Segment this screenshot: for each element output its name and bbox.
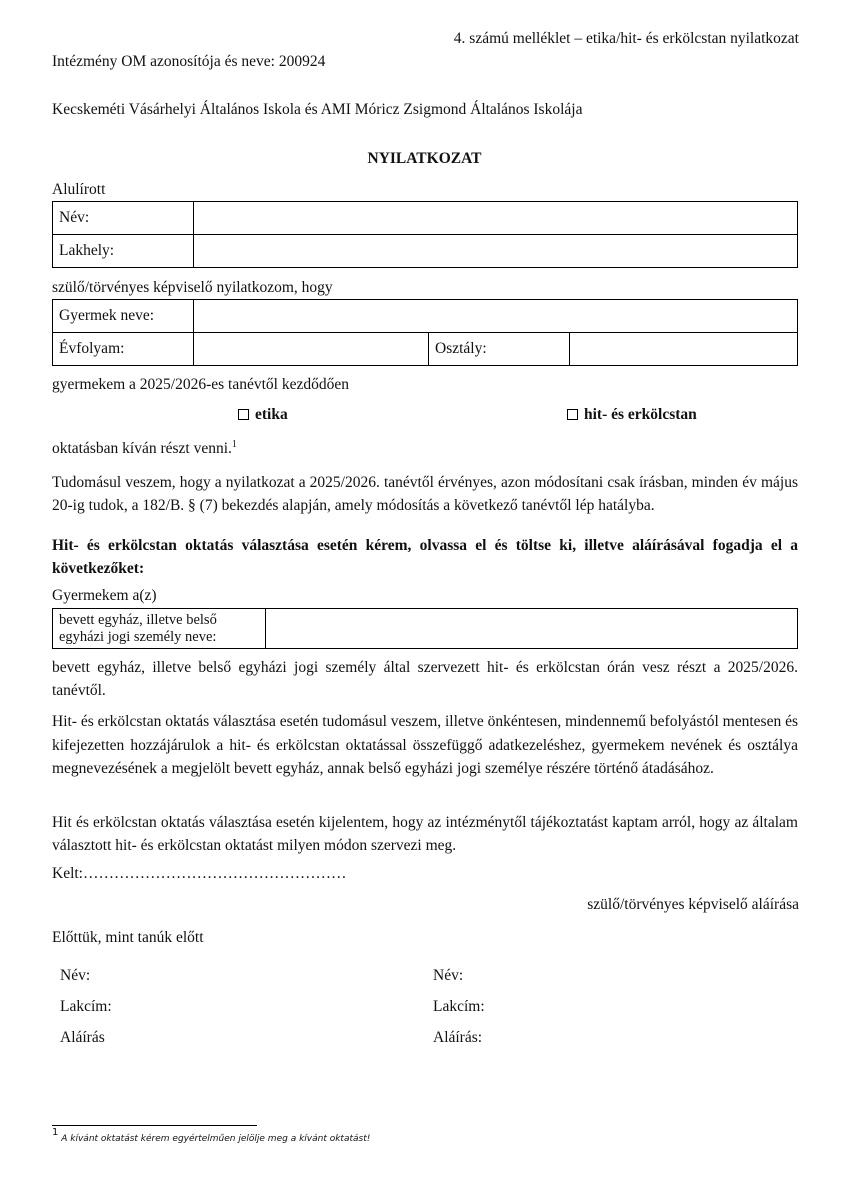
witness2-name-label: Név: (433, 967, 464, 984)
parent-name-field[interactable] (194, 202, 798, 235)
participate-line (52, 440, 237, 459)
child-name-label: Gyermek neve: (53, 300, 194, 333)
parent-address-label: Lakhely: (53, 235, 194, 268)
footnote-text: A kívánt oktatást kérem egyértelműen jelölje meg a kívánt oktatást! (61, 1134, 371, 1144)
church-table (52, 608, 798, 649)
church-paragraph: bevett egyház, illetve belső egyházi jogi személy által szervezett hit- és erkölcstan órán vesz részt a 2025/2026. tanévtől. (52, 659, 798, 699)
footnote-divider (52, 1125, 257, 1126)
institution-id: Intézmény OM azonosítója és neve: 200924 (52, 53, 326, 70)
declare-text: szülő/törvényes képviselő nyilatkozom, hogy (52, 279, 333, 296)
child-table (52, 299, 798, 366)
participate-text: oktatásban kíván részt venni. (52, 440, 232, 457)
ethics-label: etika (255, 406, 288, 423)
witness1-name-label: Név: (60, 967, 91, 984)
parent-name-label: Név: (53, 202, 194, 235)
document-title: NYILATKOZAT (367, 150, 482, 167)
grade-label: Évfolyam: (53, 333, 194, 366)
parent-table (52, 201, 798, 268)
religion-checkbox[interactable] (567, 409, 578, 420)
grade-field[interactable] (194, 333, 429, 366)
witnesses-heading: Előttük, mint tanúk előtt (52, 929, 204, 946)
witness2-signature-label: Aláírás: (433, 1029, 483, 1046)
church-label-line2: egyházi jogi személy neve: (59, 628, 217, 645)
church-label (53, 609, 266, 649)
institution-name: Kecskeméti Vásárhelyi Általános Iskola és AMI Móricz Zsigmond Általános Iskolája (52, 101, 583, 118)
class-field[interactable] (570, 333, 798, 366)
consent-paragraph: Hit- és erkölcstan oktatás választása esetén tudomásul veszem, illetve önkéntesen, mindennemű befolyástól mentesen és kifejezetten hozzájárulok a hit- és erkölcstan oktatással összefüggő adatkezeléshez, gyermekem nevének és osztálya megnevezésének a megjelölt bevett egyház, annak belső egyházi jogi személye részére történő átadásához. (52, 713, 798, 777)
witness2-address-label: Lakcím: (433, 998, 485, 1015)
option-religion[interactable] (567, 406, 697, 425)
acknowledge-paragraph: Tudomásul veszem, hogy a nyilatkozat a 2025/2026. tanévtől érvényes, azon módosítani csak írásban, minden év május 20-ig tudok, a 182/B. § (7) bekezdés alapján, amely módosítás a következő tanévtől lép hatályba. (52, 474, 798, 514)
undersigned-label: Alulírott (52, 181, 106, 198)
church-field[interactable] (266, 609, 798, 649)
class-label: Osztály: (429, 333, 570, 366)
attachment-label: 4. számú melléklet – etika/hit- és erkölcstan nyilatkozat (453, 30, 799, 47)
from-year-text: gyermekem a 2025/2026-es tanévtől kezdődően (52, 376, 349, 393)
my-child-label: Gyermekem a(z) (52, 587, 157, 604)
informed-paragraph: Hit és erkölcstan oktatás választása esetén kijelentem, hogy az intézménytől tájékoztatást kaptam arról, hogy az általam választott hit- és erkölcstan oktatást milyen módon szervezi meg. (52, 814, 798, 854)
ethics-checkbox[interactable] (238, 409, 249, 420)
child-name-field[interactable] (194, 300, 798, 333)
footnote-number: 1 (52, 1127, 59, 1138)
date-line[interactable]: Kelt:…………………………………………… (52, 865, 347, 882)
option-ethics[interactable] (238, 406, 288, 425)
witness1-address-label: Lakcím: (60, 998, 112, 1015)
footnote (52, 1127, 371, 1144)
religion-label: hit- és erkölcstan (584, 406, 697, 423)
witness1-signature-label: Aláírás (60, 1029, 105, 1046)
church-label-line1: bevett egyház, illetve belső (59, 611, 217, 628)
footnote-ref: 1 (231, 439, 237, 450)
parent-signature-label: szülő/törvényes képviselő aláírása (587, 896, 799, 913)
parent-address-field[interactable] (194, 235, 798, 268)
religion-heading: Hit- és erkölcstan oktatás választása esetén kérem, olvassa el és töltse ki, illetve aláírásával fogadja el a következőket: (52, 537, 798, 577)
